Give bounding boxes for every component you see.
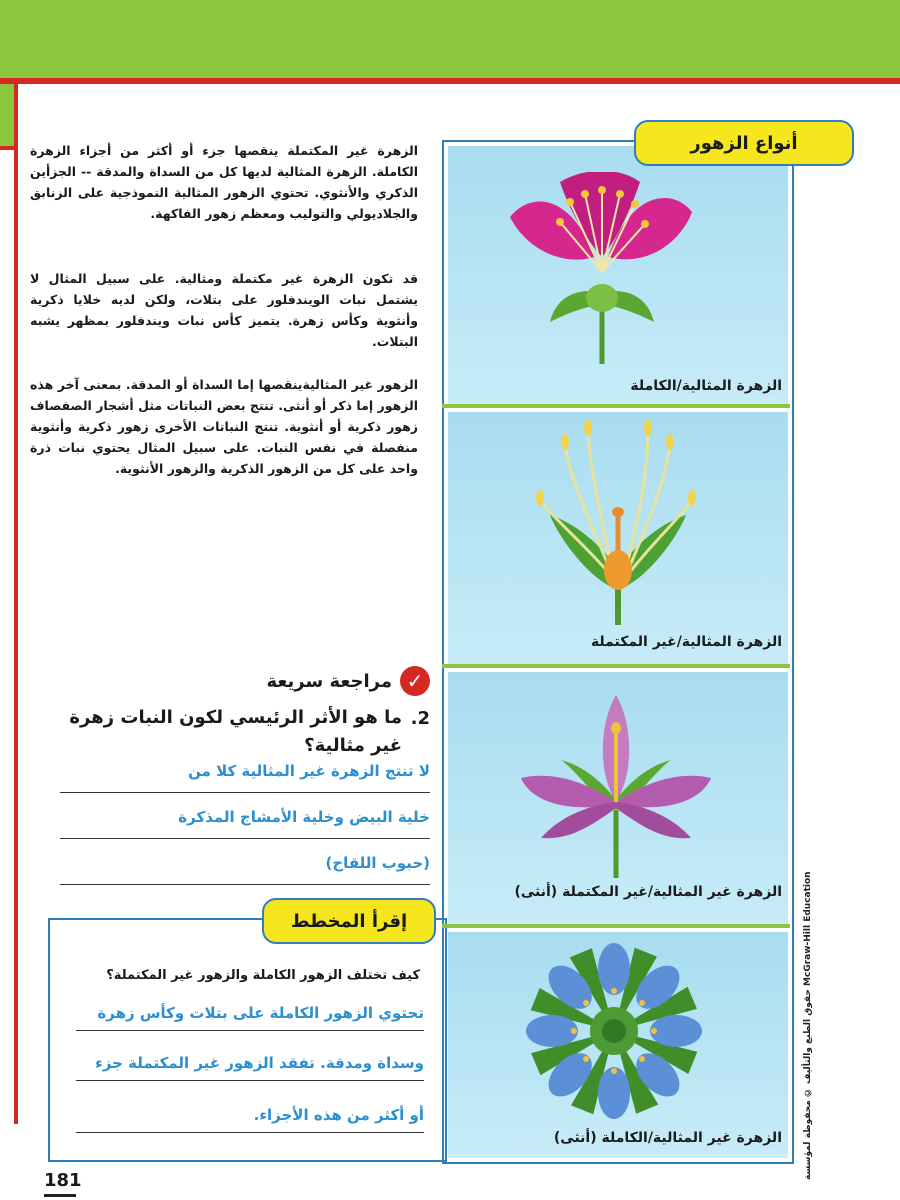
quick-review-section [60,664,430,904]
copyright-notice: حقوق الطبع والتأليف © محفوظة لمؤسسة McGraw-Hill Education [803,871,813,1180]
left-green-tab [0,84,14,146]
chart-answer-line-3[interactable]: أو أكثر من هذه الأجزاء. [76,1106,424,1133]
chart-answer-line-2[interactable]: وسداة ومدقة. تفقد الزهور غير المكتملة جزء [76,1054,424,1081]
read-chart-tab: إقرأ المخطط [262,898,436,944]
page-number: 181 [44,1170,82,1191]
perfect-complete-flower-icon [500,172,700,372]
top-band [0,0,900,78]
caption-imperfect-incomplete: الزهرة غير المثالية/غير المكتملة (أنثى) [514,884,782,900]
answer-line-3[interactable]: (حبوب اللقاح) [60,854,430,885]
paragraph-incomplete-flower: الزهرة غير المكتملة ينقصها جزء أو أكثر من أجزاء الزهرة الكاملة. الزهرة المثالية لديها كل من السداة والمدقة -- الجزأين الذكري والأنثوي. تحتوي الزهور المثالية النموذجية على الزنابق والجلاديولي والتوليب ومعظم زهور الفاكهة. [30,143,418,221]
caption-imperfect-complete: الزهرة غير المثالية/الكاملة (أنثى) [553,1130,782,1146]
page-number-underline [44,1194,76,1197]
top-band-red-edge [0,78,900,84]
question-text: ما هو الأثر الرئيسي لكون النبات زهرة غير مثالية؟ [69,707,402,756]
checkmark-icon: ✓ [400,666,430,696]
chart-answer-line-1[interactable]: تحتوي الزهور الكاملة على بتلات وكأس زهرة [76,1004,424,1031]
paragraph-windflower: قد تكون الزهرة غير مكتملة ومثالية. على سبيل المثال لا يشتمل نبات الويندفلور على بتلات، ولكن لديه خلايا ذكرية وأنثوية وكأس زهرة. يتميز كأس نبات ويندفلور بمظهر يشبه البتلات. [30,271,418,349]
quick-review-title: مراجعة سريعة [266,670,392,692]
perfect-incomplete-flower-icon [530,420,700,630]
left-red-rule [0,146,14,150]
panel-separator-2 [442,664,790,668]
answer-line-2[interactable]: خلية البيض وخلية الأمشاج المذكرة [60,808,430,839]
left-red-border [14,84,18,1124]
caption-perfect-complete: الزهرة المثالية/الكاملة [630,378,782,394]
quick-review-header [266,664,430,698]
panel-separator-3 [442,924,790,928]
read-chart-question: كيف تختلف الزهور الكاملة والزهور غير المكتملة؟ [106,968,420,983]
paragraph-imperfect-flower: الزهور غير المثاليةينقصها إما السداة أو المدقة. بمعنى آخر هذه الزهور إما ذكر أو أنثى. تنتج بعض النباتات مثل أشجار الصفصاف زهور ذكرية أو أنثوية. تنتج النباتات الأخرى زهور ذكرية وأنثوية منفصلة في نفس النبات. على سبيل المثال يحتوي نبات ذرة واحد على كل من الزهور الذكرية والزهور الأنثوية. [30,377,418,476]
flower-types-tab: أنواع الزهور [634,120,854,166]
caption-perfect-incomplete: الزهرة المثالية/غير المكتملة [590,634,782,650]
question-number: 2. [410,708,430,729]
answer-line-1[interactable]: لا تنتج الزهرة غير المثالية كلا من [60,762,430,793]
imperfect-incomplete-flower-icon [516,690,716,880]
panel-separator-1 [442,404,790,408]
imperfect-complete-flower-icon [514,936,714,1126]
